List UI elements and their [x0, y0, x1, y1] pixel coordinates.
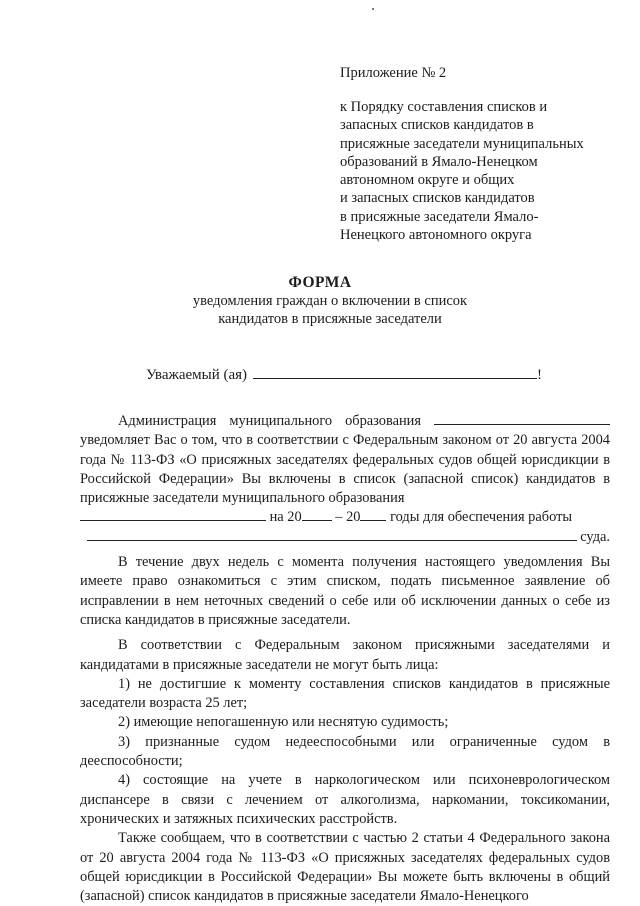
period-from-label: на 20 [269, 509, 302, 526]
municipality-blank [434, 412, 610, 425]
period-years-text: годы для обеспечения работы [390, 509, 573, 526]
paragraph-notice [80, 412, 610, 508]
form-title: ФОРМА [288, 274, 352, 291]
paragraph-general-list: Также сообщаем, что в соответствии с частью 2 статьи 4 Федерального закона от 20 августа 2004 года № 113-ФЗ «О присяжных заседателях федеральных судов общей юрисдикции в Российской Федерации» Вы можете быть включены в общий (запасной) список кандидатов в присяжные заседатели Ямало-Ненецкого [80, 830, 610, 905]
municipality-label: Администрация муниципального образования [118, 413, 421, 429]
restriction-item: 1) не достигшие к моменту составления списков кандидатов в присяжные заседатели возраста 25 лет; [80, 675, 610, 712]
reference-line: в присяжные заседатели Ямало- [340, 208, 539, 225]
addressee-blank [253, 364, 537, 379]
court-line [80, 528, 610, 547]
reference-line: Ненецкого автономного округа [340, 227, 532, 244]
form-subtitle [160, 292, 500, 328]
reference-line: запасных списков кандидатов в [340, 117, 534, 134]
greeting-label: Уважаемый (ая) [146, 367, 248, 383]
paragraph-restrictions: В соответствии с Федеральным законом присяжными заседателями и кандидатами в присяжные заседатели не могут быть лица: [80, 637, 610, 673]
reference-line: присяжные заседатели муниципальных [340, 135, 584, 152]
year-from-blank [302, 508, 332, 521]
form-subtitle-line: уведомления граждан о включении в список [192, 293, 468, 309]
restriction-item: 3) признанные судом недееспособными или ограниченные судом в дееспособности; [80, 733, 610, 770]
restriction-item: 2) имеющие непогашенную или неснятую судимость; [118, 714, 449, 731]
paragraph-review-right: В течение двух недель с момента получения настоящего уведомления Вы имеете право ознакомиться с этим списком, подать письменное заявление об исправлении в нем неточных сведений о себе или об исключении данных о себе из списка кандидатов в присяжные заседатели. [80, 554, 610, 628]
scan-speck [372, 8, 374, 10]
year-to-blank [360, 508, 386, 521]
court-line-end: суда. [580, 528, 610, 545]
greeting-end: ! [537, 367, 543, 383]
form-subtitle-line: кандидатов в присяжные заседатели [218, 311, 442, 327]
court-name-blank [87, 528, 577, 541]
reference-line: автономном округе и общих [340, 172, 515, 189]
reference-line: образований в Ямало-Ненецком [340, 153, 538, 170]
period-line [80, 508, 610, 527]
restriction-item: 4) состоящие на учете в наркологическом или психоневрологическом диспансере в связи с лечением от алкоголизма, наркомании, токсикомании, хронических и затяжных психических расстройств. [80, 772, 610, 827]
notification-body [80, 412, 610, 906]
notice-text: уведомляет Вас о том, что в соответствии с Федеральным законом от 20 августа 2004 года № 113-ФЗ «О присяжных заседателях федеральных судов общей юрисдикции в Российской Федерации» Вы включены в список (запасной список) кандидатов в присяжные заседатели муниципального образования [80, 432, 610, 507]
appendix-reference [340, 98, 630, 244]
reference-line: к Порядку составления списков и [340, 99, 548, 115]
appendix-number: Приложение № 2 [340, 65, 447, 81]
reference-line: и запасных списков кандидатов [340, 190, 535, 207]
period-to-label: – 20 [335, 509, 361, 526]
municipality-name-blank [80, 508, 266, 521]
greeting [146, 364, 542, 384]
